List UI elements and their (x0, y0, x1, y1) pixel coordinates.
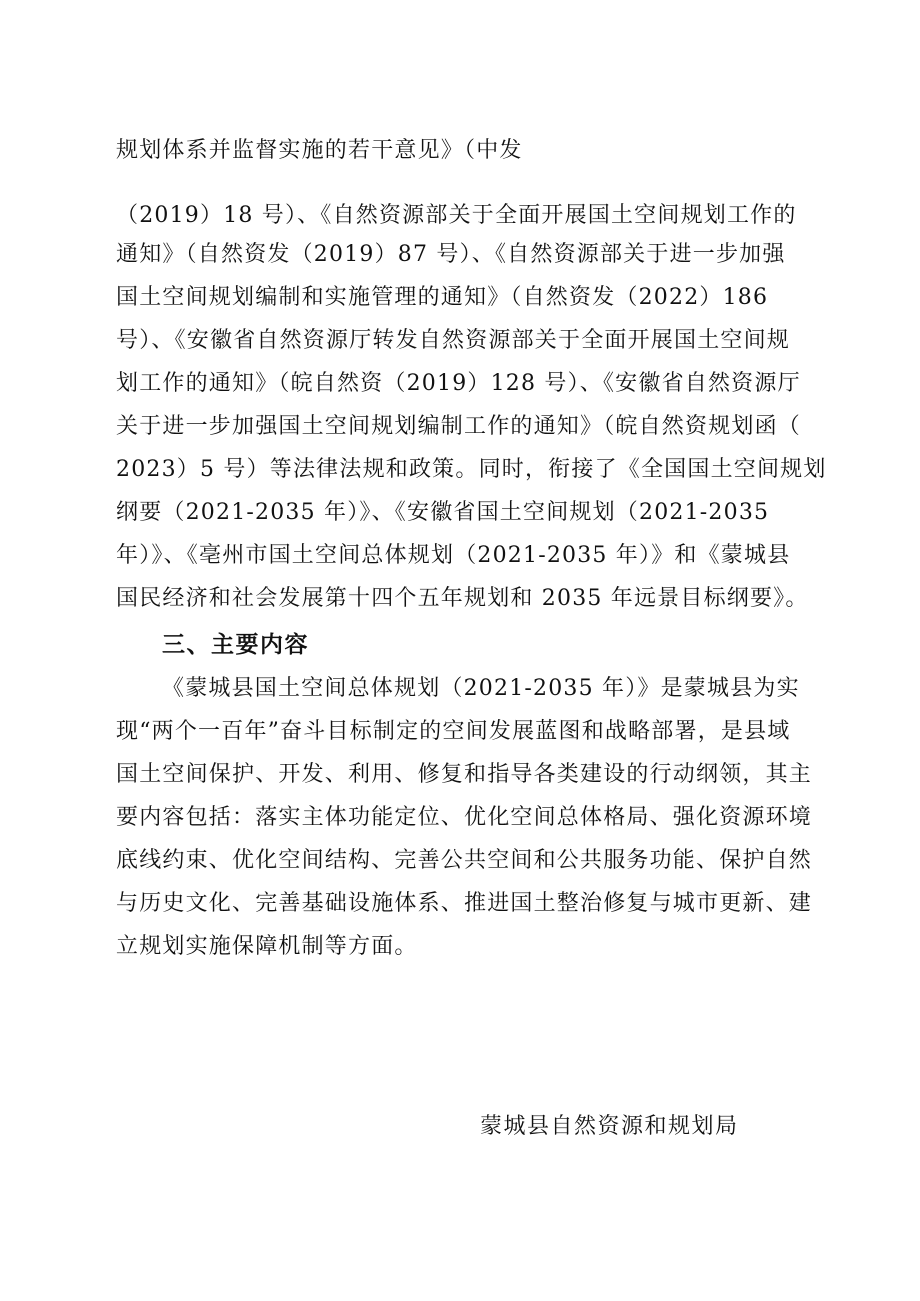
paragraph-line: 国土空间保护、开发、利用、修复和指导各类建设的行动纲领，其主 (116, 762, 813, 787)
paragraph-line: 国土空间规划编制和实施管理的通知》（自然资发（2022）186 (116, 285, 769, 310)
paragraph-line: 规划体系并监督实施的若干意见》（中发 (116, 138, 523, 163)
paragraph-line: 与历史文化、完善基础设施体系、推进国土整治修复与城市更新、建 (116, 891, 813, 916)
paragraph-line: 现“两个一百年”奋斗目标制定的空间发展蓝图和战略部署，是县域 (116, 719, 791, 744)
paragraph-line: 《蒙城县国土空间总体规划（2021-2035 年）》是蒙城县为实 (162, 676, 800, 701)
paragraph-line: 2023）5 号）等法律法规和政策。同时，衔接了《全国国土空间规划 (116, 457, 827, 482)
paragraph-line: 国民经济和社会发展第十四个五年规划和 2035 年远景目标纲要》。 (116, 586, 809, 611)
section-heading: 三、主要内容 (162, 632, 309, 658)
paragraph-line: 年）》、《亳州市国土空间总体规划（2021-2035 年）》和《蒙城县 (116, 543, 791, 568)
paragraph-line: 底线约束、优化空间结构、完善公共空间和公共服务功能、保护自然 (116, 848, 813, 873)
paragraph-line: 划工作的通知》（皖自然资（2019）128 号）、《安徽省自然资源厅 (116, 371, 801, 396)
paragraph-line: 关于进一步加强国土空间规划编制工作的通知》（皖自然资规划函（ (116, 414, 802, 439)
paragraph-line: 号）、《安徽省自然资源厅转发自然资源部关于全面开展国土空间规 (116, 328, 791, 353)
issuer-signature: 蒙城县自然资源和规划局 (480, 1114, 739, 1139)
paragraph-line: 立规划实施保障机制等方面。 (116, 934, 418, 959)
paragraph-line: 纲要（2021-2035 年）》、《安徽省国土空间规划（2021-2035 (116, 500, 770, 525)
paragraph-line: （2019）18 号）、《自然资源部关于全面开展国土空间规划工作的 (116, 203, 797, 228)
paragraph-line: 要内容包括：落实主体功能定位、优化空间总体格局、强化资源环境 (116, 805, 813, 830)
paragraph-line: 通知》（自然资发（2019）87 号）、《自然资源部关于进一步加强 (116, 242, 786, 267)
